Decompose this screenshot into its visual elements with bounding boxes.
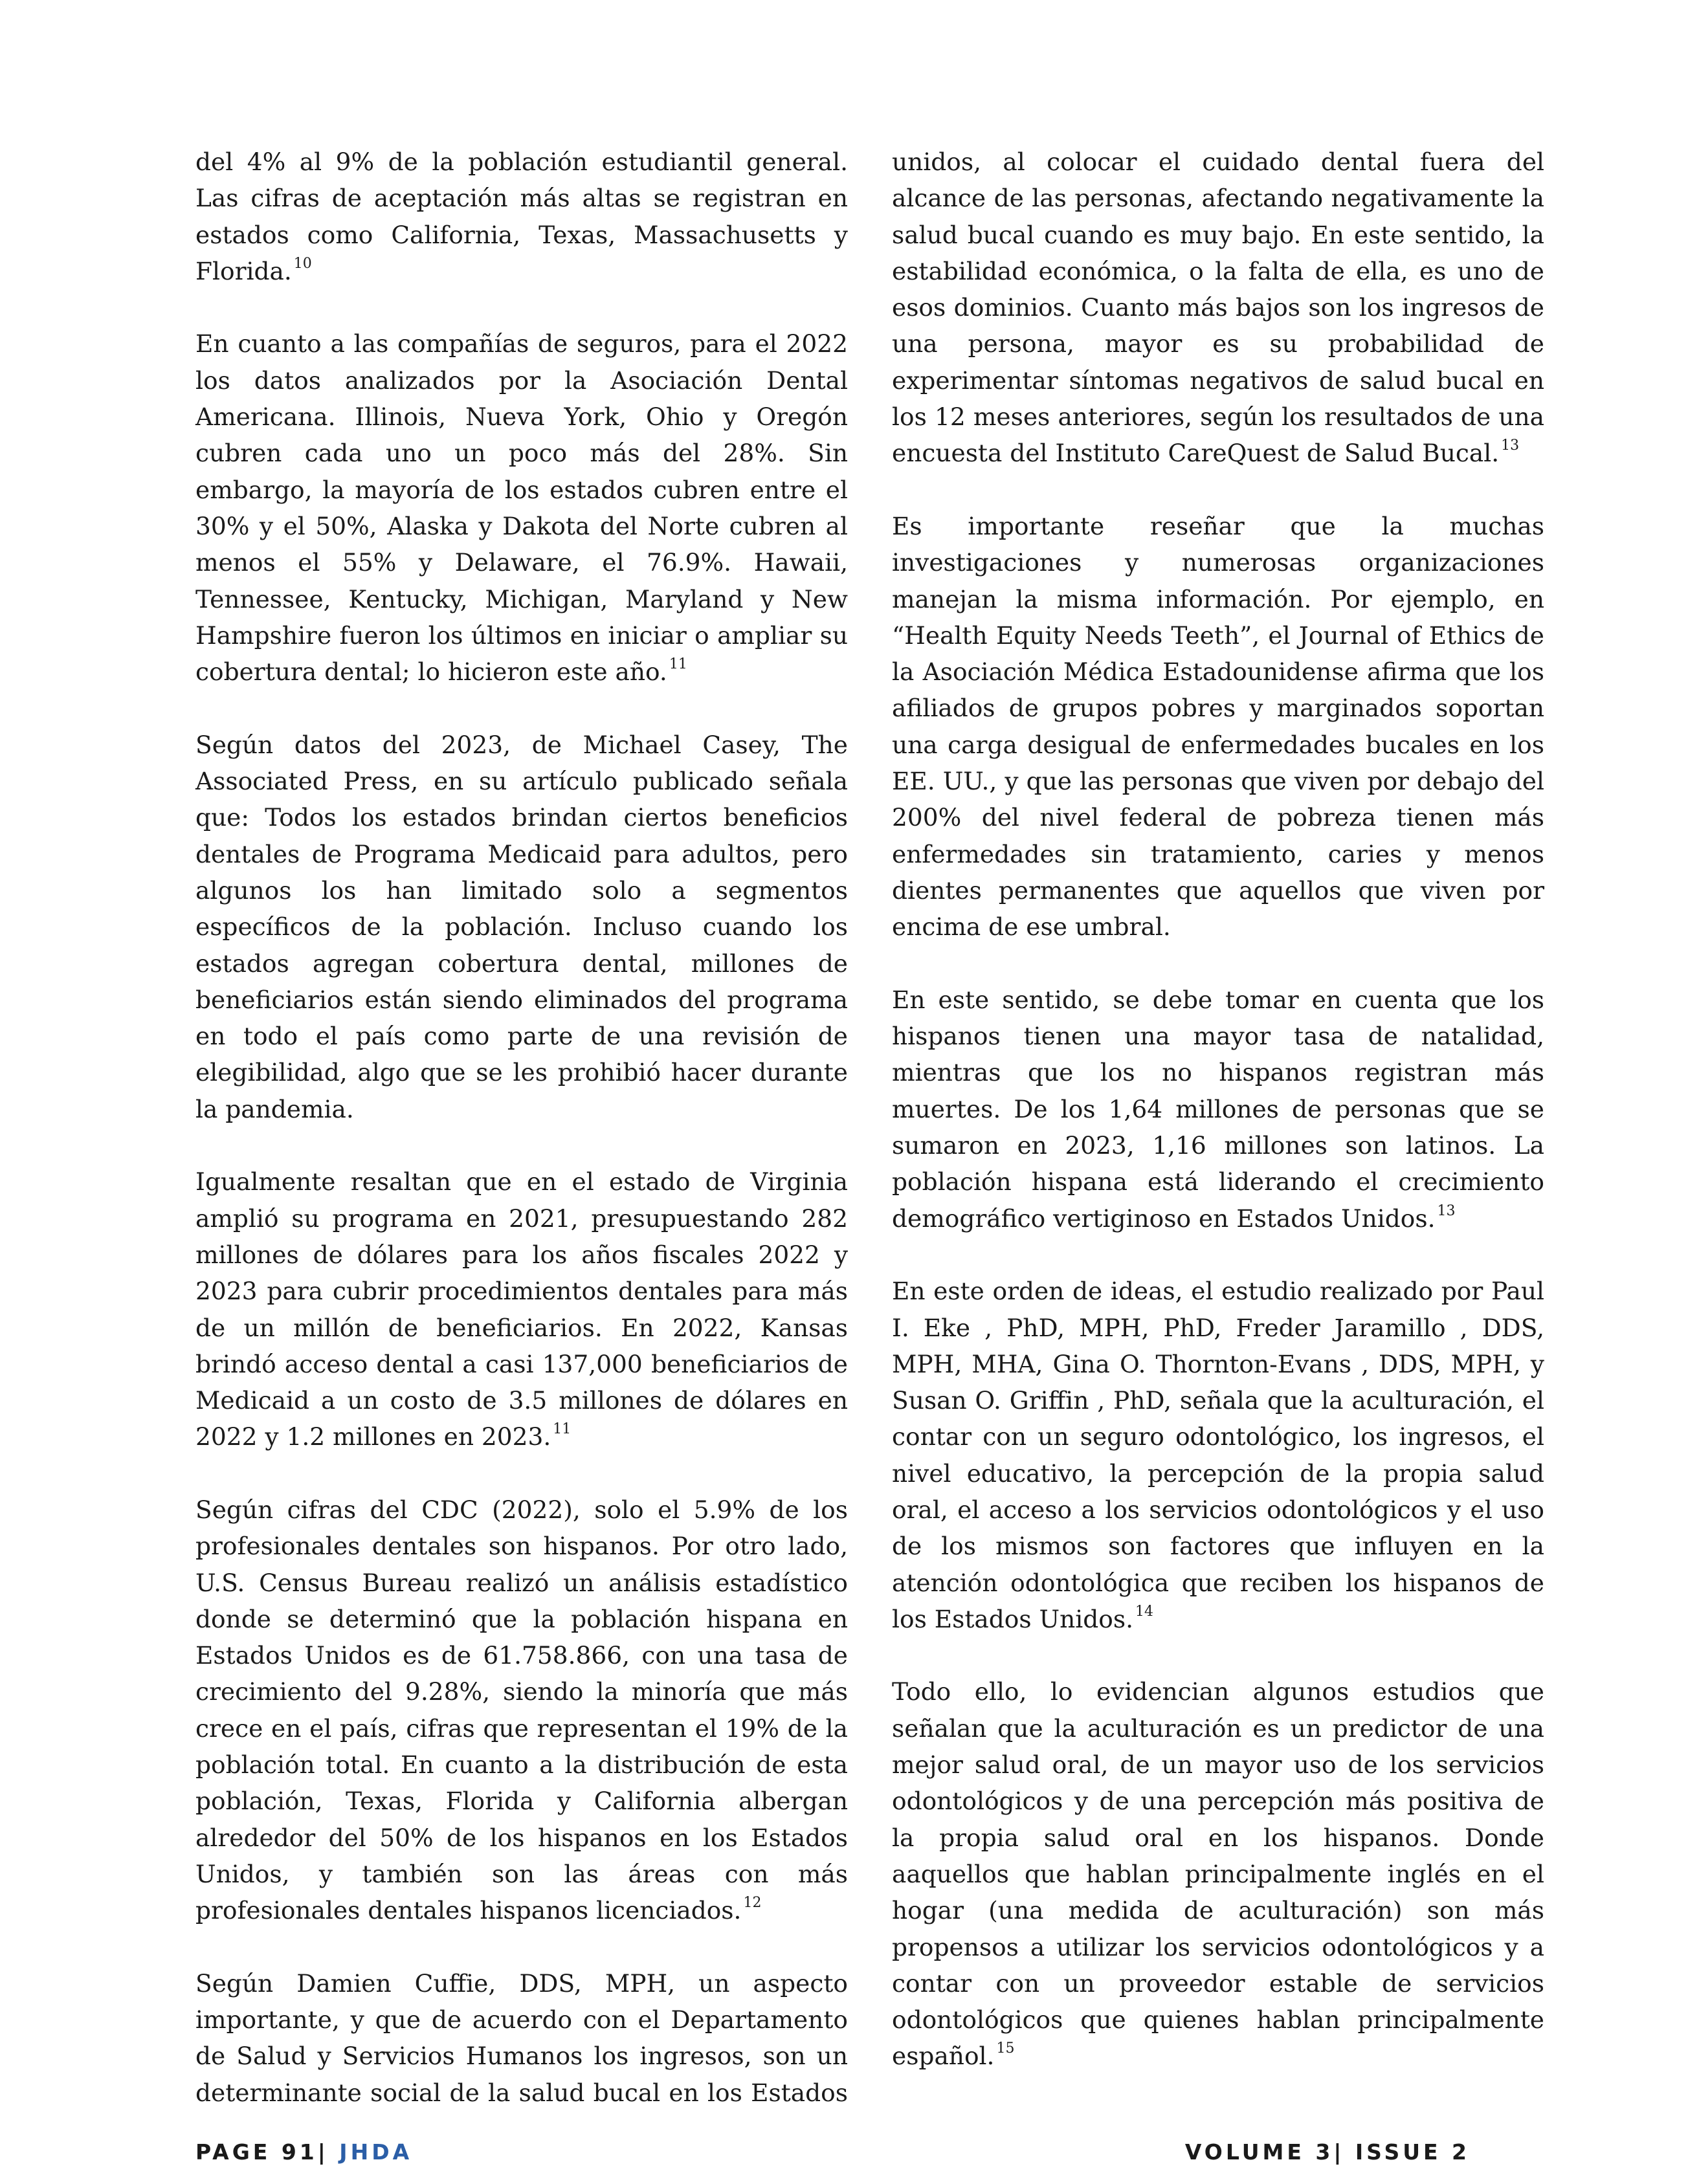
paragraph: Todo ello, lo evidencian algunos estudios que señalan que la aculturación es un predictor de una mejor salud oral, de un mayor uso de los servicios odontológicos y de una percepción más positiva de la propia salud oral en los hispanos. Donde aaquellos que hablan principalmente inglés en el hogar (una medida de aculturación) son más propensos a utilizar los servicios odontológicos y a contar con un proveedor estable de servicios odontológicos que quienes hablan principalmente español. $^{15}$ (892, 1677, 1544, 2071)
footnote-ref: 15 (996, 2040, 1015, 2057)
footer-page-label (195, 2139, 412, 2165)
footnote-ref: 10 (293, 255, 312, 272)
paragraph: del 4% al 9% de la población estudiantil general. Las cifras de aceptación más altas se registran en estados como California, Texas, Massachusetts y Florida. $^{10}$ (195, 148, 848, 285)
journal-name: JHDA (339, 2139, 413, 2165)
paragraph: Según cifras del CDC (2022), solo el 5.9% de los profesionales dentales son hispanos. Por otro lado, U.S. Census Bureau realizó un análisis estadístico donde se determinó que la población hispana en Estados Unidos es de 61.758.866, con una tasa de crecimiento del 9.28%, siendo la minoría que más crece en el país, cifras que representan el 19% de la población total. En cuanto a la distribución de esta población, Texas, Florida y California albergan alrededor del 50% de los hispanos en los Estados Unidos, y también son las áreas con más profesionales dentales hispanos licenciados. $^{12}$ (195, 1495, 848, 1925)
page-number: PAGE 91| (195, 2139, 329, 2165)
paragraph: Es importante reseñar que la muchas investigaciones y numerosas organizaciones manejan la misma información. Por ejemplo, en “Health Equity Needs Teeth”, el Journal of Ethics de la Asociación Médica Estadounidense afirma que los afiliados de grupos pobres y marginados soportan una carga desigual de enfermedades bucales en los EE. UU., y que las personas que viven por debajo del 200% del nivel federal de pobreza tienen más enfermedades sin tratamiento, caries y menos dientes permanentes que aquellos que viven por encima de ese umbral. (892, 511, 1544, 942)
right-column (892, 144, 1544, 2111)
paragraph: En este orden de ideas, el estudio realizado por Paul I. Eke , PhD, MPH, PhD, Freder Jaramillo , DDS, MPH, MHA, Gina O. Thornton-Evans , DDS, MPH, y Susan O. Griffin , PhD, señala que la aculturación, el contar con un seguro odontológico, los ingresos, el nivel educativo, la percepción de la propia salud oral, el acceso a los servicios odontológicos y el uso de los mismos son factores que influyen en la atención odontológica que reciben los hispanos de los Estados Unidos. $^{14}$ (892, 1277, 1544, 1633)
footnote-ref: 13 (1501, 437, 1520, 454)
footnote-ref: 14 (1135, 1603, 1154, 1620)
paragraph: En este sentido, se debe tomar en cuenta que los hispanos tienen una mayor tasa de natalidad, mientras que los no hispanos registran más muertes. De los 1,64 millones de personas que se sumaron en 2023, 1,16 millones son latinos. La población hispana está liderando el crecimiento demográfico vertiginoso en Estados Unidos. $^{13}$ (892, 985, 1544, 1233)
paragraph: En cuanto a las compañías de seguros, para el 2022 los datos analizados por la Asociación Dental Americana. Illinois, Nueva York, Ohio y Oregón cubren cada uno un poco más del 28%. Sin embargo, la mayoría de los estados cubren entre el 30% y el 50%, Alaska y Dakota del Norte cubren al menos el 55% y Delaware, el 76.9%. Hawaii, Tennessee, Kentucky, Michigan, Maryland y New Hampshire fueron los últimos en iniciar o ampliar su cobertura dental; lo hicieron este año. $^{11}$ (195, 329, 848, 687)
footnote-ref: 12 (743, 1895, 762, 1912)
footnote-ref: 11 (669, 656, 687, 673)
footnote-ref: 13 (1437, 1202, 1456, 1219)
left-column (195, 144, 848, 2147)
footer-volume-issue: VOLUME 3| ISSUE 2 (1184, 2139, 1470, 2165)
paragraph: Según Damien Cuffie, DDS, MPH, un aspecto importante, y que de acuerdo con el Departamento de Salud y Servicios Humanos los ingresos, son un determinante social de la salud bucal en los Estados (195, 1969, 848, 2107)
paragraph: unidos, al colocar el cuidado dental fuera del alcance de las personas, afectando negativamente la salud bucal cuando es muy bajo. En este sentido, la estabilidad económica, o la falta de ella, es uno de esos dominios. Cuanto más bajos son los ingresos de una persona, mayor es su probabilidad de experimentar síntomas negativos de salud bucal en los 12 meses anteriores, según los resultados de una encuesta del Instituto CareQuest de Salud Bucal. $^{13}$ (892, 148, 1544, 468)
footnote-ref: 11 (553, 1421, 572, 1438)
paragraph: Según datos del 2023, de Michael Casey, The Associated Press, en su artículo publicado señala que: Todos los estados brindan ciertos beneficios dentales de Programa Medicaid para adultos, pero algunos los han limitado solo a segmentos específicos de la población. Incluso cuando los estados agregan cobertura dental, millones de beneficiarios están siendo eliminados del programa en todo el país como parte de una revisión de elegibilidad, algo que se les prohibió hacer durante la pandemia. (195, 730, 848, 1123)
paragraph: Igualmente resaltan que en el estado de Virginia amplió su programa en 2021, presupuestando 282 millones de dólares para los años fiscales 2022 y 2023 para cubrir procedimientos dentales para más de un millón de beneficiarios. En 2022, Kansas brindó acceso dental a casi 137,000 beneficiarios de Medicaid a un costo de 3.5 millones de dólares en 2022 y 1.2 millones en 2023. $^{11}$ (195, 1167, 848, 1451)
